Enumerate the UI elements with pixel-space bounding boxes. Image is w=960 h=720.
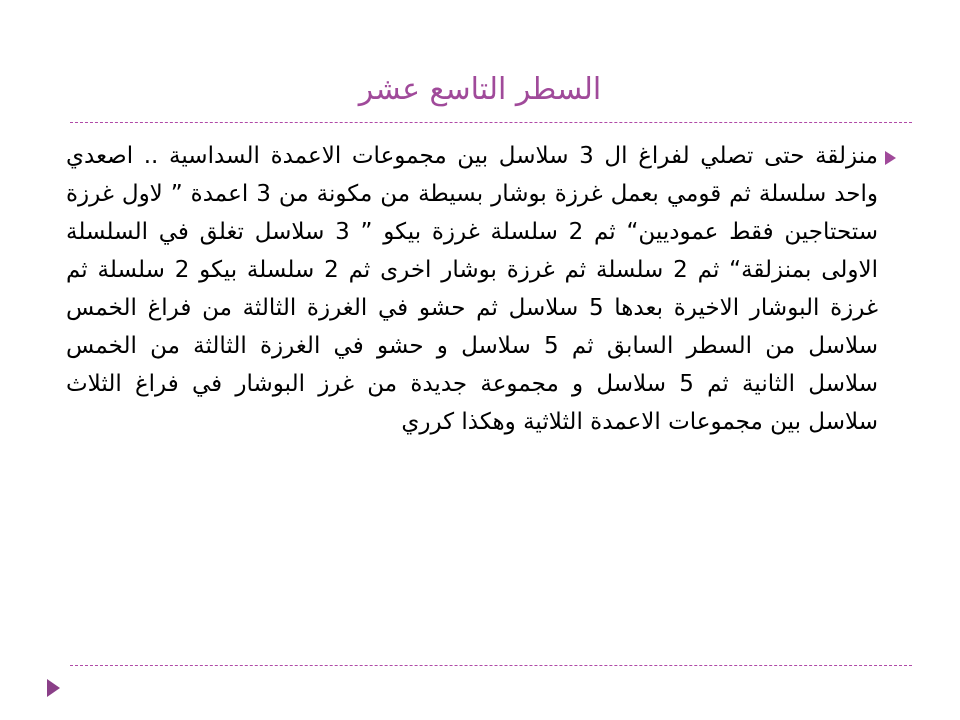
title-divider [70,122,912,123]
slide-title: السطر التاسع عشر [358,72,602,107]
footer-divider [70,665,912,666]
body-paragraph: منزلقة حتى تصلي لفراغ ال 3 سلاسل بين مجموعات الاعمدة السداسية .. اصعدي واحد سلسلة ثم قومي بعمل غرزة بوشار بسيطة من مكونة من 3 اعمدة ” لاول غرزة ستحتاجين فقط عموديين“ ثم 2 سلسلة غرزة بيكو ” 3 سلاسل تغلق في السلسلة الاولى بمنزلقة“ ثم 2 سلسلة ثم غرزة بوشار اخرى ثم 2 سلسلة بيكو 2 سلسلة ثم غرزة البوشار الاخيرة بعدها 5 سلاسل ثم حشو في الغرزة الثالثة من فراغ الخمس سلاسل من السطر السابق ثم 5 سلاسل و حشو في الغرزة الثالثة من الخمس سلاسل الثانية ثم 5 سلاسل و مجموعة جديدة من غرز البوشار في فراغ الثلاث سلاسل بين مجموعات الاعمدة الثلاثية وهكذا كرري [66,143,879,435]
bullet-arrow-icon [885,151,896,165]
corner-arrow-icon [47,679,60,697]
